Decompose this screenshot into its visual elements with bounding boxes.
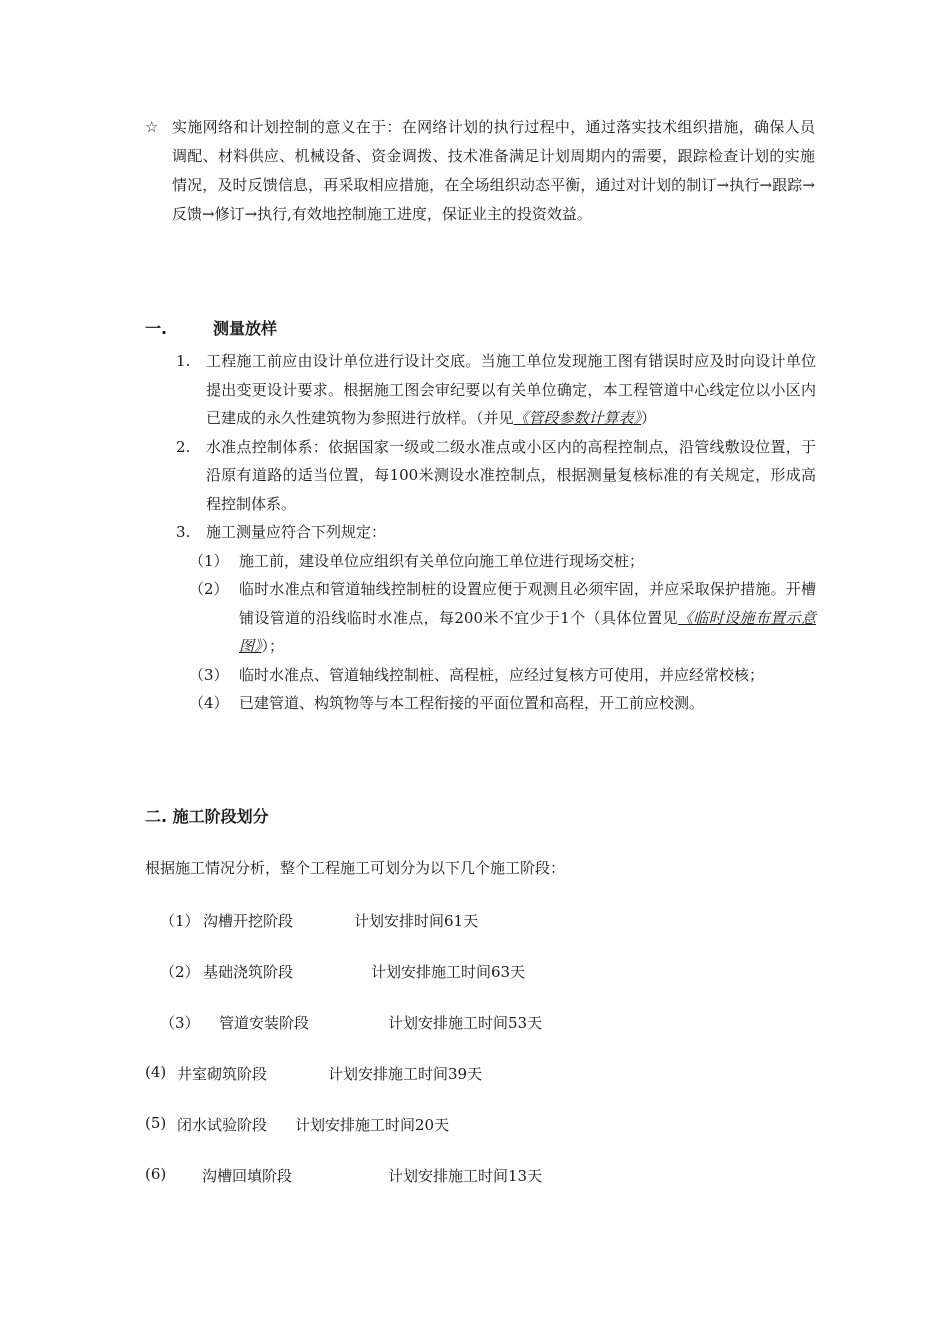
list-item-index: 3.	[176, 523, 191, 541]
list-item-index: 2.	[176, 437, 191, 456]
list-item-text: 施工测量应符合下列规定：	[206, 523, 387, 541]
sub-item-index: （4）	[189, 694, 229, 712]
phase-index: （1）	[160, 912, 200, 930]
list-item	[176, 518, 816, 547]
section-2-heading	[145, 804, 269, 827]
list-item-text: 水准点控制体系：依据国家一级或二级水准点或小区内的高程控制点，沿管线敷设位置，于沿原有道路的适当位置，每100米测设水准控制点，根据测量复核标准的有关规定，形成高程控制体系。	[206, 437, 816, 513]
sub-item	[146, 661, 816, 690]
reference-link: 《临时设施布置示意图》	[239, 608, 816, 655]
section-2-title: 施工阶段划分	[172, 807, 269, 826]
phase-name: 闭水试验阶段	[177, 1116, 268, 1134]
section-1-list	[176, 347, 816, 718]
section-1-number: 一.	[145, 319, 168, 338]
list-item	[176, 433, 816, 519]
section-2-intro: 根据施工情况分析，整个工程施工可划分为以下几个施工阶段：	[145, 859, 566, 877]
phase-name: 井室砌筑阶段	[177, 1065, 268, 1083]
intro-text: 实施网络和计划控制的意义在于：在网络计划的执行过程中，通过落实技术组织措施，确保人员调配、材料供应、机械设备、资金调拨、技术准备满足计划周期内的需要，跟踪检查计划的实施情况，及时反馈信息，再采取相应措施，在全场组织动态平衡，通过对计划的制订→执行→跟踪→反馈→修订→执行,有效地控制施工进度，保证业主的投资效益。	[172, 118, 815, 223]
phase-time: 计划安排施工时间20天	[295, 1116, 450, 1134]
phase-name: 沟槽回填阶段	[202, 1167, 293, 1185]
sub-item	[146, 547, 816, 576]
intro-paragraph	[145, 113, 815, 229]
sub-item-text	[239, 575, 816, 661]
sub-item-text: 已建管道、构筑物等与本工程衔接的平面位置和高程，开工前应校测。	[239, 694, 705, 712]
sub-item	[146, 575, 816, 661]
sub-item-text: 临时水准点、管道轴线控制桩、高程桩，应经过复核方可使用，并应经常校核；	[239, 665, 765, 684]
star-icon: ☆	[145, 118, 159, 136]
phase-index: （3）	[160, 1014, 200, 1032]
section-1-title: 测量放样	[213, 319, 278, 338]
sub-item-text-part: 临时水准点和管道轴线控制桩的设置应便于观测且必须牢固，并应采取保护措施。开槽铺设管道的沿线临时水准点，每200米不宜少于1个（具体位置见	[239, 580, 816, 627]
list-item-text	[206, 347, 816, 433]
section-1-heading	[145, 316, 277, 339]
list-item-text-part: ）	[641, 409, 657, 427]
phase-name: 基础浇筑阶段	[203, 963, 294, 981]
list-item	[176, 347, 816, 433]
phase-time: 计划安排施工时间13天	[388, 1167, 543, 1185]
phase-index: （2）	[160, 963, 200, 981]
phase-time: 计划安排时间61天	[354, 912, 479, 930]
phase-time: 计划安排施工时间63天	[371, 963, 526, 981]
reference-link: 《管段参数计算表》	[513, 409, 642, 427]
sub-item-index: （2）	[189, 580, 229, 598]
sub-item-index: （3）	[189, 665, 229, 684]
phase-time: 计划安排施工时间39天	[328, 1065, 483, 1083]
phase-index: (4)	[145, 1063, 167, 1081]
sub-item	[146, 689, 816, 718]
phase-name: 沟槽开挖阶段	[203, 912, 294, 930]
phase-name: 管道安装阶段	[219, 1014, 310, 1032]
sub-item-text: 施工前，建设单位应组织有关单位向施工单位进行现场交桩；	[239, 551, 645, 570]
phase-row	[145, 1165, 543, 1255]
sub-item-text-part: ）；	[261, 637, 285, 655]
list-item-index: 1.	[176, 352, 191, 370]
section-2-number: 二.	[145, 807, 168, 826]
list-item-text-part: 工程施工前应由设计单位进行设计交底。当施工单位发现施工图有错误时应及时向设计单位提出变更设计要求。根据施工图会审纪要以有关单位确定，本工程管道中心线定位以小区内已建成的永久性建筑物为参照进行放样。（并见	[206, 352, 816, 427]
phase-index: (6)	[145, 1165, 167, 1183]
phase-index: (5)	[145, 1114, 167, 1132]
sub-item-index: （1）	[189, 551, 229, 570]
phase-time: 计划安排施工时间53天	[388, 1014, 543, 1032]
